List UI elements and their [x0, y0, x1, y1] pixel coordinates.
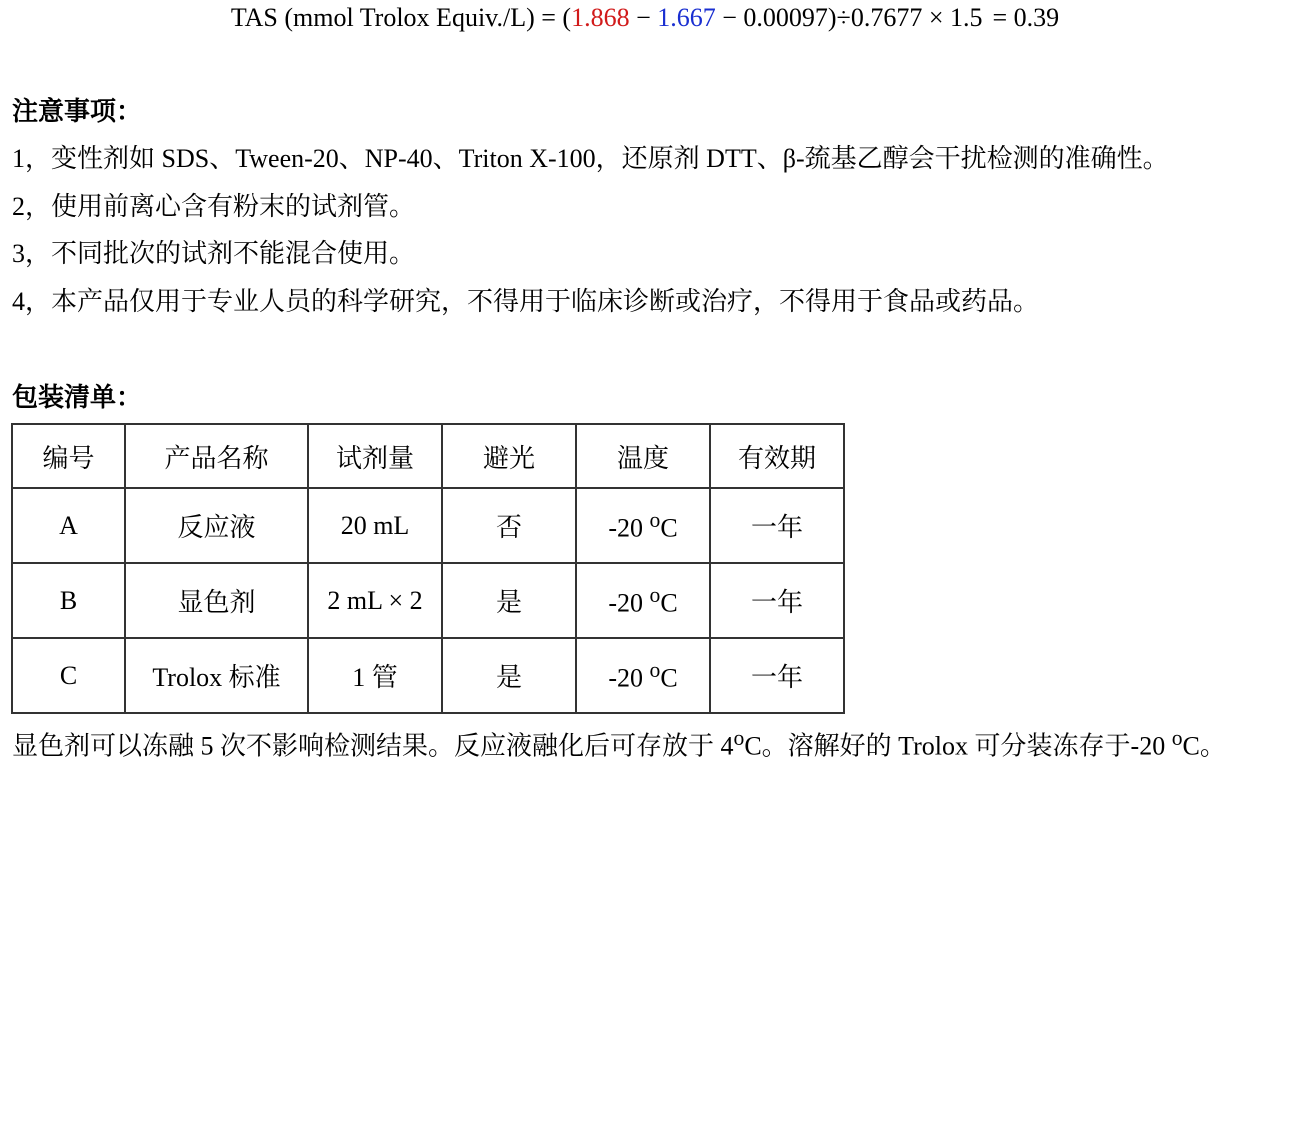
cell-name: Trolox 标准	[125, 638, 308, 713]
storage-note	[12, 722, 1226, 763]
column-header-name: 产品名称	[125, 424, 308, 488]
formula-rest: − 0.00097)÷0.7677 × 1.5	[715, 3, 983, 32]
temp-number: -20	[608, 588, 650, 618]
degree-mark: o	[1171, 726, 1183, 750]
storage-note-part3: C。	[1182, 731, 1226, 761]
formula-result: = 0.39	[992, 3, 1060, 32]
note-item-1: 1，变性剂如 SDS、Tween-20、NP-40、Triton X-100，还原剂 DTT、β-巯基乙醇会干扰检测的准确性。	[12, 144, 1169, 173]
temp-unit: C	[660, 588, 678, 618]
temp-unit: C	[660, 513, 678, 543]
column-header-light: 避光	[442, 424, 576, 488]
column-header-amount: 试剂量	[308, 424, 442, 488]
column-header-id: 编号	[12, 424, 125, 488]
cell-name: 显色剂	[125, 563, 308, 638]
cell-id: A	[12, 488, 125, 563]
temp-number: -20	[608, 513, 650, 543]
tas-formula	[0, 0, 1290, 40]
storage-note-part2: C。溶解好的 Trolox 可分装冻存于-20	[744, 731, 1172, 761]
notes-heading: 注意事项：	[12, 97, 143, 126]
table-header-row	[12, 424, 844, 488]
cell-temperature	[576, 638, 710, 713]
formula-prefix: TAS (mmol Trolox Equiv./L) = (	[230, 3, 572, 32]
table-row	[12, 638, 844, 713]
temp-degree: o	[649, 657, 661, 682]
cell-id: B	[12, 563, 125, 638]
note-item-4: 4，本产品仅用于专业人员的科学研究，不得用于临床诊断或治疗，不得用于食品或药品。	[12, 287, 1040, 316]
note-item-3: 3，不同批次的试剂不能混合使用。	[12, 239, 416, 268]
cell-amount: 1 管	[308, 638, 442, 713]
storage-note-part1: 显色剂可以冻融 5 次不影响检测结果。反应液融化后可存放于 4	[12, 731, 734, 761]
temp-number: -20	[608, 663, 650, 693]
temp-degree: o	[649, 582, 661, 607]
note-item-2: 2，使用前离心含有粉末的试剂管。	[12, 192, 416, 221]
column-header-temperature: 温度	[576, 424, 710, 488]
cell-name: 反应液	[125, 488, 308, 563]
formula-value-blank: 1.667	[657, 3, 716, 32]
cell-light: 是	[442, 563, 576, 638]
packing-heading: 包装清单：	[12, 383, 143, 412]
column-header-validity: 有效期	[710, 424, 844, 488]
cell-light: 否	[442, 488, 576, 563]
packing-table	[11, 423, 845, 714]
formula-minus: −	[629, 3, 658, 32]
cell-temperature	[576, 563, 710, 638]
cell-light: 是	[442, 638, 576, 713]
cell-temperature	[576, 488, 710, 563]
cell-id: C	[12, 638, 125, 713]
formula-value-sample: 1.868	[571, 3, 630, 32]
cell-validity: 一年	[710, 488, 844, 563]
cell-amount: 20 mL	[308, 488, 442, 563]
degree-mark: o	[733, 726, 745, 750]
table-row	[12, 563, 844, 638]
temp-degree: o	[649, 507, 661, 532]
cell-validity: 一年	[710, 638, 844, 713]
temp-unit: C	[660, 663, 678, 693]
cell-validity: 一年	[710, 563, 844, 638]
cell-amount: 2 mL × 2	[308, 563, 442, 638]
table-row	[12, 488, 844, 563]
